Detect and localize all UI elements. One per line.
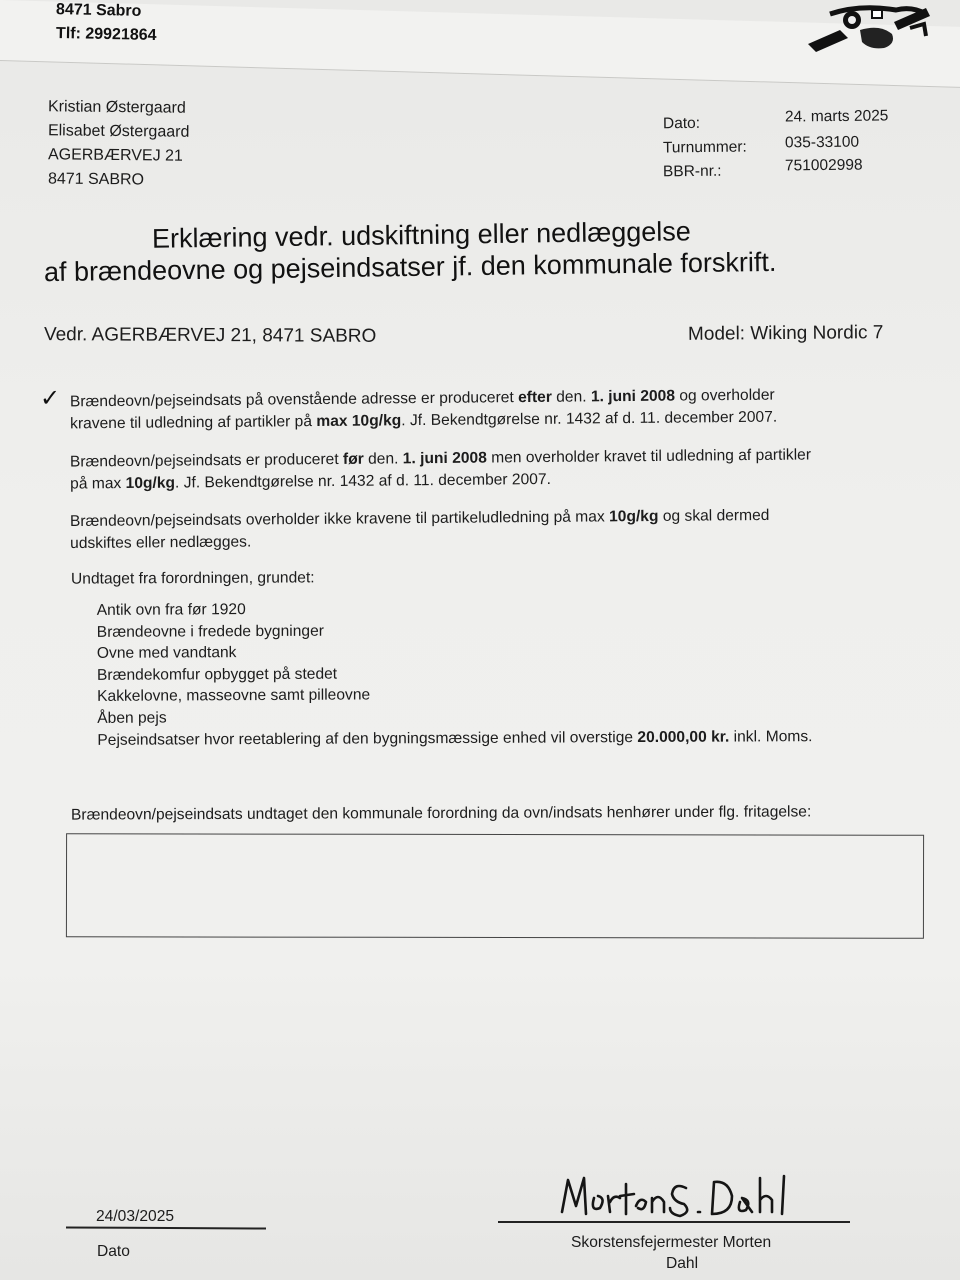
list-item: Brændekomfur opbygget på stedet	[96, 665, 338, 684]
date-line	[66, 1226, 266, 1229]
bbr-label: BBR-nr.:	[662, 162, 722, 181]
chimney-sweep-logo-icon	[800, 0, 940, 62]
sender-city: 8471 Sabro	[55, 1, 142, 20]
paragraph-non-compliant: Brændeovn/pejseindsats overholder ikke kravene til partikeludledning på max 10g/kg og skal dermed udskiftes eller nedlægges.	[69, 506, 770, 553]
document-title-line-1: Erklæring vedr. udskiftning eller nedlæggelse	[151, 216, 691, 254]
exemption-reason-box[interactable]	[66, 833, 924, 938]
bbr-value: 751002998	[784, 156, 863, 175]
property-address: Vedr. AGERBÆRVEJ 21, 8471 SABRO	[43, 324, 377, 347]
tour-number-label: Turnummer:	[662, 138, 747, 157]
list-item: Åben pejs	[97, 709, 167, 727]
exemption-list	[97, 596, 813, 751]
handwritten-signature	[556, 1168, 806, 1228]
signature-date-label: Dato	[97, 1243, 130, 1260]
list-item: Kakkelovne, masseovne samt pilleovne	[97, 686, 371, 706]
sender-phone: Tlf: 29921864	[55, 24, 157, 45]
paragraph-before-2008: Brændeovn/pejseindsats er produceret før den. 1. juni 2008 men overholder kravet til udledning af partikler på max 10g/kg. Jf. Bekendtgørelse nr. 1432 af d. 11. december 2007.	[69, 446, 812, 493]
document-title-line-2: af brændeovne og pejseindsatser jf. den kommunale forskrift.	[43, 246, 777, 288]
recipient-city: 8471 SABRO	[47, 170, 145, 189]
signer-title-line-2: Dahl	[666, 1255, 699, 1272]
signature-date-value: 24/03/2025	[96, 1208, 175, 1225]
list-item: Antik ovn fra før 1920	[96, 601, 246, 619]
exemption-heading: Undtaget fra forordningen, grundet:	[70, 569, 315, 588]
recipient-name-1: Kristian Østergaard	[47, 98, 186, 117]
signer-title-line-1: Skorstensfejermester Morten	[571, 1234, 772, 1251]
list-item: Pejseindsatser hvor reetablering af den bygningsmæssige enhed vil overstige 20.000,00 kr. inkl. Moms.	[97, 727, 813, 749]
tour-number-value: 035-33100	[784, 133, 860, 152]
date-label: Dato:	[662, 114, 701, 133]
paragraph-after-2008: Brændeovn/pejseindsats på ovenstående adresse er produceret efter den. 1. juni 2008 og overholder kravene til udledning af partikler på max 10g/kg. Jf. Bekendtgørelse nr. 1432 af d. 11. december 2007.	[69, 386, 778, 433]
checkmark-icon: ✓	[40, 385, 61, 412]
list-item: Brændeovne i fredede bygninger	[96, 622, 324, 641]
list-item: Ovne med vandtank	[96, 644, 237, 663]
recipient-name-2: Elisabet Østergaard	[47, 122, 190, 141]
date-value: 24. marts 2025	[784, 107, 889, 126]
signature-line	[498, 1221, 850, 1223]
stove-model: Model: Wiking Nordic 7	[687, 322, 884, 345]
exemption-reason-label: Brændeovn/pejseindsats undtaget den kommunale forordning da ovn/indsats henhører under flg. fritagelse:	[70, 803, 812, 824]
recipient-street: AGERBÆRVEJ 21	[47, 146, 183, 165]
